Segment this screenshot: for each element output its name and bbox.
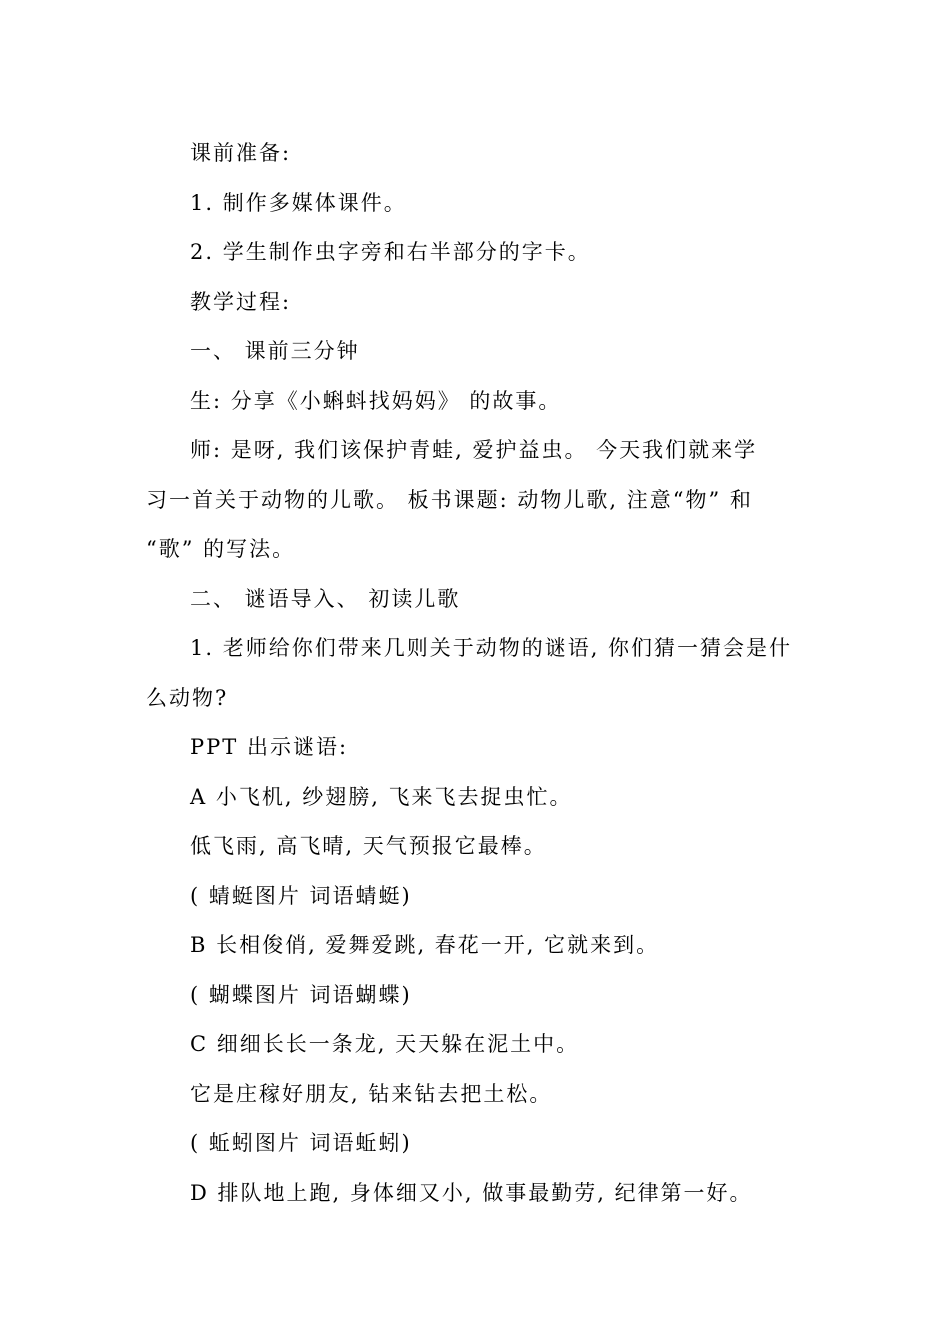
section-1-title: 一、 课前三分钟 (190, 339, 360, 363)
paragraph-riddle-intro-line-2: 么动物? (146, 686, 229, 710)
heading-process: 教学过程: (190, 290, 292, 314)
ppt-riddles-label: PPT 出示谜语: (190, 735, 349, 759)
paragraph-student: 生: 分享《小蝌蚪找妈妈》 的故事。 (190, 389, 562, 413)
riddle-c-line-1: C 细细长长一条龙, 天天躲在泥土中。 (190, 1032, 580, 1056)
paragraph-riddle-intro-line-1: 1. 老师给你们带来几则关于动物的谜语, 你们猜一猜会是什 (190, 636, 793, 660)
heading-preparation: 课前准备: (190, 141, 292, 165)
paragraph-teacher-line-3: “歌” 的写法。 (146, 537, 296, 561)
prep-item-1: 1. 制作多媒体课件。 (190, 191, 407, 215)
section-2-title: 二、 谜语导入、 初读儿歌 (190, 587, 461, 611)
riddle-d-line-1: D 排队地上跑, 身体细又小, 做事最勤劳, 纪律第一好。 (190, 1181, 753, 1205)
riddle-b-line-1: B 长相俊俏, 爱舞爱跳, 春花一开, 它就来到。 (190, 933, 660, 957)
riddle-a-line-1: A 小飞机, 纱翅膀, 飞来飞去捉虫忙。 (190, 785, 573, 809)
paragraph-teacher-line-1: 师: 是呀, 我们该保护青蛙, 爱护益虫。 今天我们就来学 (190, 438, 758, 462)
riddle-a-answer: ( 蜻蜓图片 词语蜻蜓) (190, 884, 412, 908)
paragraph-teacher-line-2: 习一首关于动物的儿歌。 板书课题: 动物儿歌, 注意“物” 和 (146, 488, 753, 512)
riddle-c-answer: ( 蚯蚓图片 词语蚯蚓) (190, 1131, 412, 1155)
riddle-b-answer: ( 蝴蝶图片 词语蝴蝶) (190, 983, 412, 1007)
riddle-c-line-2: 它是庄稼好朋友, 钻来钻去把土松。 (190, 1082, 553, 1106)
prep-item-2: 2. 学生制作虫字旁和右半部分的字卡。 (190, 240, 591, 264)
riddle-a-line-2: 低飞雨, 高飞晴, 天气预报它最棒。 (190, 834, 547, 858)
